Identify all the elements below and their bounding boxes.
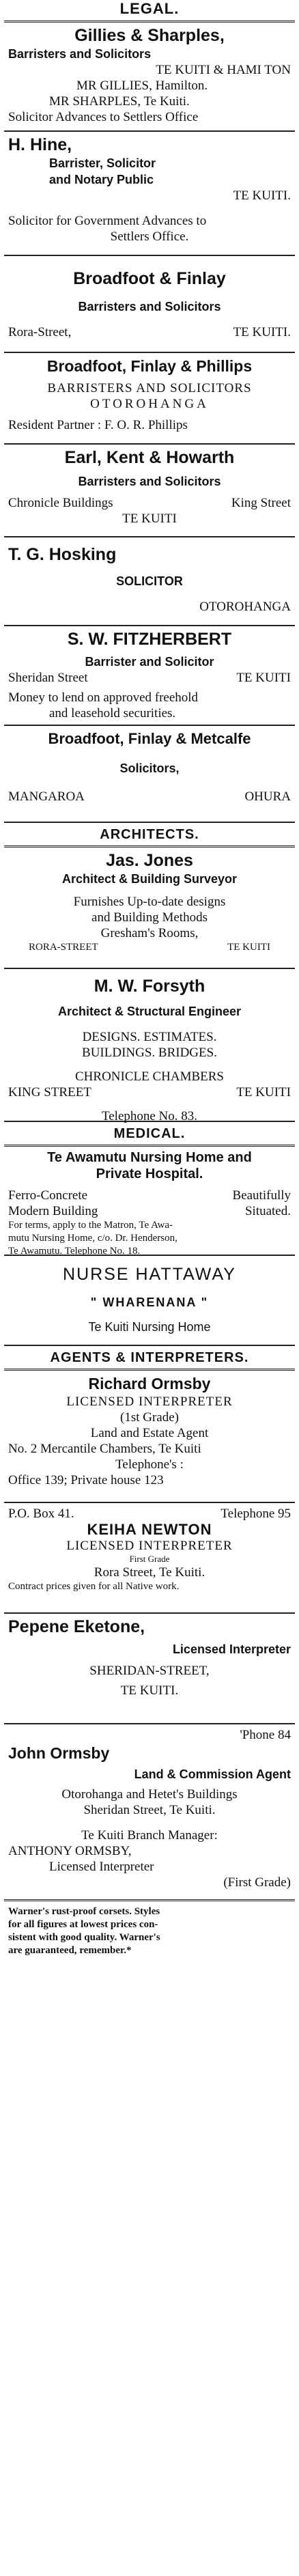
ad-line: Barrister, Solicitor [49,156,156,170]
ad-line: Resident Partner : F. O. R. Phillips [8,418,188,432]
ad-line: Settlers Office. [110,229,189,244]
ad-line: Office 139; Private house 123 [8,1473,164,1487]
ad-hine [0,132,299,255]
ad-name: Private Hospital. [96,1166,203,1181]
ad-line-left: Ferro-Concrete [8,1188,88,1203]
ad-address-left: Chronicle Buildings [8,496,113,510]
ad-broadfoot-finlay-metcalfe [0,726,299,822]
ad-line: Te Kuiti Branch Manager: [81,1828,218,1843]
ad-phone: 'Phone 84 [240,1728,291,1742]
ad-address-right: TE KUITI [236,1085,291,1100]
ad-line: and Notary Public [49,173,154,186]
ad-earl-kent-howarth [0,445,299,536]
ad-address-right: King Street [231,496,291,510]
section-heading-legal: LEGAL. [119,0,180,17]
ad-forsyth [0,969,299,1121]
ad-place: TE KUITI & HAMI TON [156,63,291,77]
ad-keiha-newton [0,1503,299,1612]
ad-line: CHRONICLE CHAMBERS [75,1069,224,1084]
ad-name: Te Awamutu Nursing Home and [47,1150,252,1165]
ad-line: MR GILLIES, Hamilton. [76,79,208,93]
ad-role: Architect & Structural Engineer [57,1005,242,1018]
ad-role: Land & Commission Agent [134,1767,291,1781]
ad-line: mutu Nursing Home, c/o. Dr. Henderson, [8,1233,177,1244]
ad-place: TE KUITI. [233,188,291,203]
ad-address [8,495,291,511]
ad-name: John Ormsby [8,1744,110,1762]
ad-warner-corsets [0,1901,299,1961]
ad-line: Contract prices given for all Native work. [8,1581,180,1592]
ad-line-right: Beautifully [232,1188,291,1203]
ad-line: LICENSED INTERPRETER [66,1539,233,1553]
ad-address-left: KING STREET [8,1085,91,1100]
ad-line-left: Modern Building [8,1204,98,1218]
ad-line: No. 2 Mercantile Chambers, Te Kuiti [8,1442,201,1456]
ad-name: Jas. Jones [106,851,193,870]
ad-line: (1st Grade) [120,1410,179,1425]
ad-role: SOLICITOR [116,574,183,588]
ad-name: Richard Ormsby [88,1375,211,1392]
ad-line: sistent with good quality. Warner's [8,1932,160,1943]
ad-jas-jones [0,848,299,968]
ad-name: Broadfoot & Finlay [73,269,226,288]
ad-address [8,324,291,340]
ad-line: ANTHONY ORMSBY, [8,1844,132,1858]
ad-name: Pepene Eketone, [8,1617,145,1636]
ad-line: Sheridan Street, Te Kuiti. [83,1803,216,1817]
ad-gillies-sharples [0,23,299,130]
ad-line: Money to lend on approved freehold [8,690,199,705]
ad-line: Telephone's : [115,1457,184,1472]
ad-name: H. Hine, [8,135,72,154]
ad-name: Gillies & Sharples, [74,26,225,45]
ad-broadfoot-finlay [0,256,299,352]
ad-line [8,1188,291,1203]
ad-po-box: P.O. Box 41. [8,1507,74,1521]
ad-place: OTOROHANGA [199,600,291,614]
ad-address-right: TE KUITI [227,942,270,953]
ad-line: Solicitor Advances to Settlers Office [8,110,199,124]
ad-te-awamutu-nursing-home [0,1147,299,1255]
ad-address-right: OHURA [244,789,291,804]
ad-address [8,1084,291,1100]
ad-role: Barrister and Solicitor [85,655,214,669]
ad-line: Furnishes Up-to-date designs [73,895,226,909]
ad-richard-ormsby [0,1371,299,1502]
ad-line: Licensed Interpreter [49,1860,154,1874]
ad-phone: Telephone No. 83. [101,1109,198,1123]
ad-name: Broadfoot, Finlay & Phillips [46,357,253,375]
ad-line: and Building Methods [91,910,208,925]
ad-line: DESIGNS. ESTIMATES. [82,1030,217,1044]
ad-line: First Grade [129,1554,170,1564]
ad-john-ormsby [0,1724,299,1899]
ad-name: T. G. Hosking [8,545,117,564]
section-heading-agents: AGENTS & INTERPRETERS. [50,1350,249,1365]
ad-name: Broadfoot, Finlay & Metcalfe [48,730,251,747]
ad-name: Earl, Kent & Howarth [64,448,235,467]
ad-place: Te Kuiti Nursing Home [88,1320,211,1334]
ad-address-right: TE KUITI. [233,325,291,339]
ad-line [8,1203,291,1219]
ad-fitzherbert [0,626,299,725]
section-heading-medical: MEDICAL. [113,1126,186,1141]
ad-line: for all figures at lowest prices con- [8,1919,158,1930]
ad-line: and leasehold securities. [49,706,176,720]
ad-name: M. W. Forsyth [94,977,205,996]
ad-contact [8,1506,291,1522]
ad-address-left: RORA-STREET [29,942,98,953]
ad-name: KEIHA NEWTON [87,1521,212,1538]
ad-nurse-hattaway [0,1256,299,1345]
divider [4,1345,295,1346]
ad-address [8,941,291,954]
ad-place: OTOROHANGA [90,397,209,411]
ad-line-right: Situated. [244,1204,291,1218]
ad-role: Barristers and Solicitors [8,47,152,61]
ad-role: Licensed Interpreter [172,1642,291,1656]
ad-house: " WHARENANA " [90,1296,209,1309]
ad-line: BUILDINGS. BRIDGES. [82,1046,217,1060]
ad-name: S. W. FITZHERBERT [67,630,232,649]
ad-role: BARRISTERS AND SOLICITORS [47,381,252,395]
ad-line: MR SHARPLES, Te Kuiti. [49,94,190,109]
ad-line: Te Awamutu. Telephone No. 18. [8,1246,141,1257]
ad-address [8,789,291,804]
ad-line: SHERIDAN-STREET, [89,1664,210,1678]
ad-broadfoot-finlay-phillips [0,353,299,443]
ad-address-right: TE KUITI [236,671,291,685]
ad-address-left: Rora-Street, [8,325,72,339]
ad-line: Gresham's Rooms, [100,926,199,940]
ad-pepene-eketone [0,1614,299,1723]
ad-hosking [0,537,299,625]
ad-line: (First Grade) [223,1875,291,1890]
ad-line: LICENSED INTERPRETER [66,1395,233,1409]
ad-line: For terms, apply to the Matron, Te Awa- [8,1220,173,1231]
ad-line: Land and Estate Agent [90,1426,209,1440]
ad-line: are guaranteed, remember.* [8,1945,132,1956]
ad-address-left: Sheridan Street [8,671,88,685]
divider [4,822,295,823]
ad-line: Warner's rust-proof corsets. Styles [8,1906,160,1917]
ad-role: Solicitors, [119,761,180,775]
section-heading-architects: ARCHITECTS. [100,827,199,842]
ad-line: TE KUITI. [120,1683,179,1698]
ad-line: Rora Street, Te Kuiti. [94,1565,205,1580]
ad-address [8,670,291,686]
ad-address-left: MANGAROA [8,789,85,804]
ad-role: Barristers and Solicitors [78,475,221,488]
ad-phone: Telephone 95 [220,1507,291,1521]
ad-line: Solicitor for Government Advances to [8,214,207,228]
ad-line: Otorohanga and Hetet's Buildings [61,1787,238,1802]
ad-role: Architect & Building Surveyor [61,872,238,886]
ad-place: TE KUITI [122,512,177,526]
ad-name: NURSE HATTAWAY [63,1265,236,1284]
ad-role: Barristers and Solicitors [78,300,221,313]
